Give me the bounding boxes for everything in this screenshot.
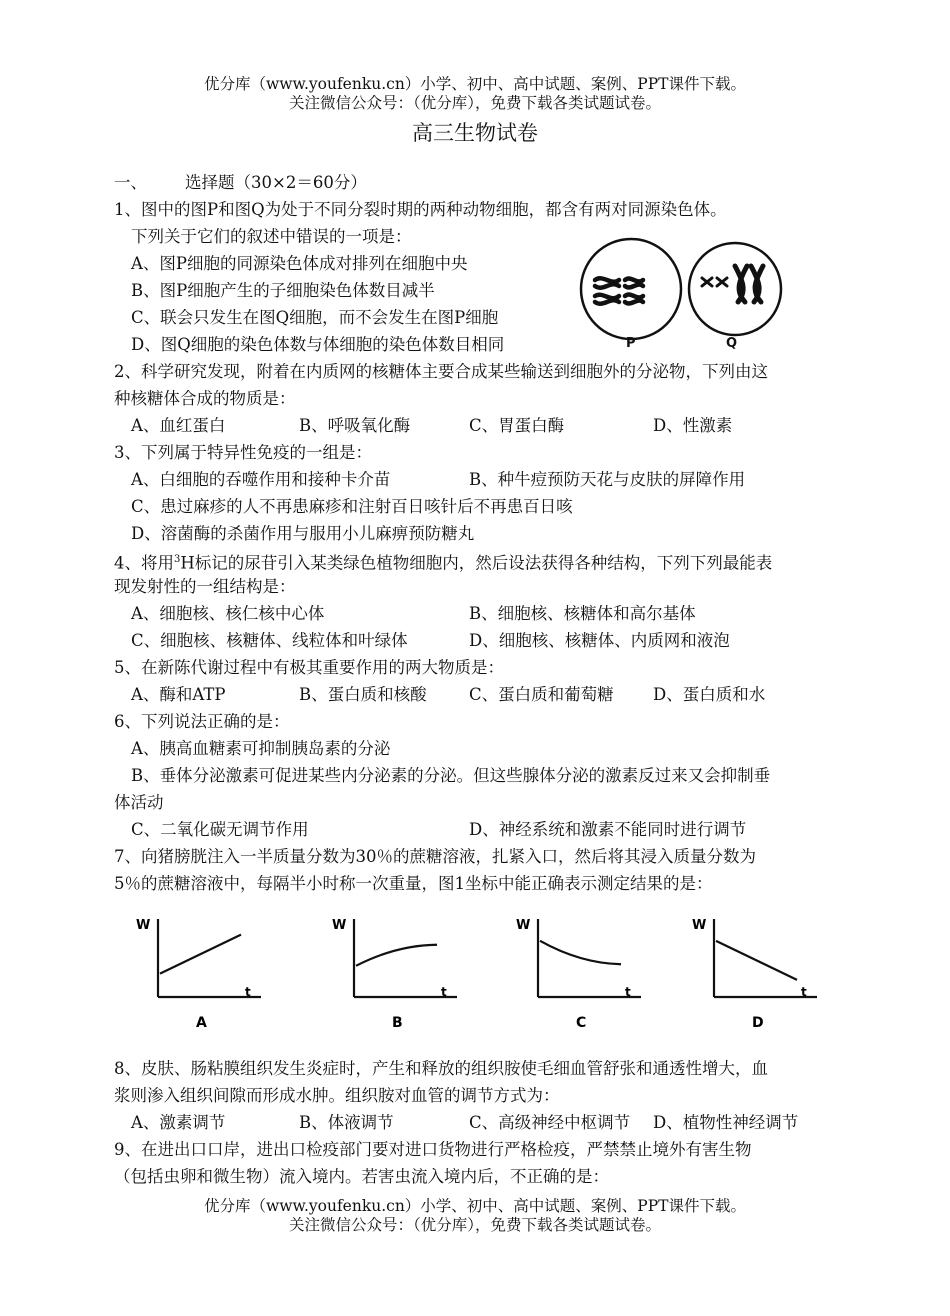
page-title: 高三生物试卷 (412, 121, 538, 145)
q5-option-c: C、蛋白质和葡萄糖 (469, 685, 614, 704)
q7-weight-time-charts (120, 905, 840, 1040)
q7-stem-line-2: 5％的蔗糖溶液中，每隔半小时称一次重量，图1坐标中能正确表示测定结果的是： (114, 874, 713, 893)
q6-option-a: A、胰高血糖素可抑制胰岛素的分泌 (131, 739, 391, 758)
q2-stem-line-2: 种核糖体合成的物质是： (114, 389, 296, 408)
chart-b-series-line (356, 945, 437, 966)
chart-d-x-label: t (801, 985, 807, 999)
chart-b-y-label: W (332, 918, 347, 933)
q2-option-c: C、胃蛋白酶 (469, 416, 565, 435)
q3-option-c: C、患过麻疹的人不再患麻疹和注射百日咳针后不再患百日咳 (131, 497, 573, 516)
q1-option-a: A、图P细胞的同源染色体成对排列在细胞中央 (131, 254, 468, 273)
q4-superscript: 3 (174, 554, 181, 565)
chart-d-series-line (716, 941, 797, 980)
q4-option-a: A、细胞核、核仁核中心体 (131, 604, 325, 623)
q1-option-b: B、图P细胞产生的子细胞染色体数目减半 (131, 281, 435, 300)
q5-stem: 5、在新陈代谢过程中有极其重要作用的两大物质是： (114, 658, 504, 677)
q8-option-a: A、激素调节 (131, 1113, 226, 1132)
chart-c-title: C (576, 1015, 587, 1031)
q8-option-d: D、植物性神经调节 (653, 1113, 799, 1132)
q8-stem-line-1: 8、皮肤、肠粘膜组织发生炎症时，产生和释放的组织胺使毛细血管舒张和通透性增大，血 (114, 1059, 768, 1078)
q2-option-b: B、呼吸氧化酶 (299, 416, 411, 435)
q2-option-a: A、血红蛋白 (131, 416, 226, 435)
cell-q-circle (689, 243, 781, 335)
q4-stem-suffix: H标记的尿苷引入某类绿色植物细胞内，然后设法获得各种结构，下列下列最能表 (180, 553, 773, 573)
q2-stem-line-1: 2、科学研究发现，附着在内质网的核糖体主要合成某些输送到细胞外的分泌物，下列由这 (114, 362, 768, 381)
q7-stem-line-1: 7、向猪膀胱注入一半质量分数为30％的蔗糖溶液，扎紧入口，然后将其浸入质量分数为 (114, 847, 756, 866)
q4-option-c: C、细胞核、核糖体、线粒体和叶绿体 (131, 631, 408, 650)
q6-option-b-line-1: B、垂体分泌激素可促进某些内分泌素的分泌。但这些腺体分泌的激素反过来又会抑制垂 (131, 766, 771, 785)
q3-stem: 3、下列属于特异性免疫的一组是： (114, 443, 372, 462)
q8-option-b: B、体液调节 (299, 1113, 394, 1132)
q6-option-c: C、二氧化碳无调节作用 (131, 820, 309, 839)
q6-option-d: D、神经系统和激素不能同时进行调节 (469, 820, 747, 839)
chart-a-y-label: W (136, 918, 151, 933)
header-line-1: 优分库（www.youfenku.cn）小学、初中、高中试题、案例、PPT课件下载。 (203, 75, 747, 93)
q8-stem-line-2: 浆则渗入组织间隙而形成水肿。组织胺对血管的调节方式为： (114, 1086, 560, 1105)
q3-option-d: D、溶菌酶的杀菌作用与服用小儿麻痹预防糖丸 (131, 524, 475, 543)
chart-c-series-line (540, 941, 621, 964)
header-line-2: 关注微信公众号：（优分库），免费下载各类试题试卷。 (288, 94, 661, 112)
figure-label-p: P (626, 336, 636, 351)
q5-option-a: A、酶和ATP (131, 685, 226, 704)
q5-option-b: B、蛋白质和核酸 (299, 685, 427, 704)
q6-stem: 6、下列说法正确的是： (114, 712, 290, 731)
q4-stem-line-1 (114, 549, 772, 575)
chart-a-title: A (196, 1015, 207, 1031)
chart-d-y-label: W (692, 918, 707, 933)
chart-b-x-label: t (441, 985, 447, 999)
footer-line-1: 优分库（www.youfenku.cn）小学、初中、高中试题、案例、PPT课件下载。 (203, 1197, 747, 1215)
q4-option-d: D、细胞核、核糖体、内质网和液泡 (469, 631, 730, 650)
figure-label-q: Q (726, 336, 738, 351)
q2-option-d: D、性激素 (653, 416, 733, 435)
section-label: 选择题（30×2＝60分） (185, 173, 367, 192)
cell-q-chromosomes (702, 266, 763, 302)
chart-b-title: B (392, 1015, 403, 1031)
chart-d-title: D (752, 1015, 764, 1031)
q8-option-c: C、高级神经中枢调节 (469, 1113, 631, 1132)
q1-option-d: D、图Q细胞的染色体数与体细胞的染色体数目相同 (131, 335, 505, 354)
q1-option-c: C、联会只发生在图Q细胞，而不会发生在图P细胞 (131, 308, 499, 327)
chart-a-x-label: t (245, 985, 251, 999)
q6-option-b-line-2: 体活动 (114, 793, 164, 812)
q3-option-a: A、白细胞的吞噬作用和接种卡介苗 (131, 470, 391, 489)
section-number: 一、 (114, 173, 147, 192)
footer-line-2: 关注微信公众号：（优分库），免费下载各类试题试卷。 (288, 1216, 661, 1234)
chart-a-series-line (160, 935, 241, 974)
q1-stem-line-2: 下列关于它们的叙述中错误的一项是： (131, 227, 412, 246)
chart-c-y-label: W (516, 918, 531, 933)
q5-option-d: D、蛋白质和水 (653, 685, 766, 704)
q4-stem-prefix: 4、将用 (114, 553, 174, 573)
chart-c-x-label: t (625, 985, 631, 999)
q3-option-b: B、种牛痘预防天花与皮肤的屏障作用 (469, 470, 746, 489)
cell-p-chromosomes (595, 278, 643, 303)
q4-stem-line-2: 现发射性的一组结构是： (114, 577, 296, 596)
q4-option-b: B、细胞核、核糖体和高尔基体 (469, 604, 696, 623)
q9-stem-line-1: 9、在进出口口岸，进出口检疫部门要对进口货物进行严格检疫，严禁禁止境外有害生物 (114, 1140, 752, 1159)
q9-stem-line-2: （包括虫卵和微生物）流入境内。若害虫流入境内后，不正确的是： (114, 1167, 609, 1186)
q1-stem-line-1: 1、图中的图P和图Q为处于不同分裂时期的两种动物细胞，都含有两对同源染色体。 (114, 200, 727, 219)
cell-division-figure (575, 236, 790, 356)
